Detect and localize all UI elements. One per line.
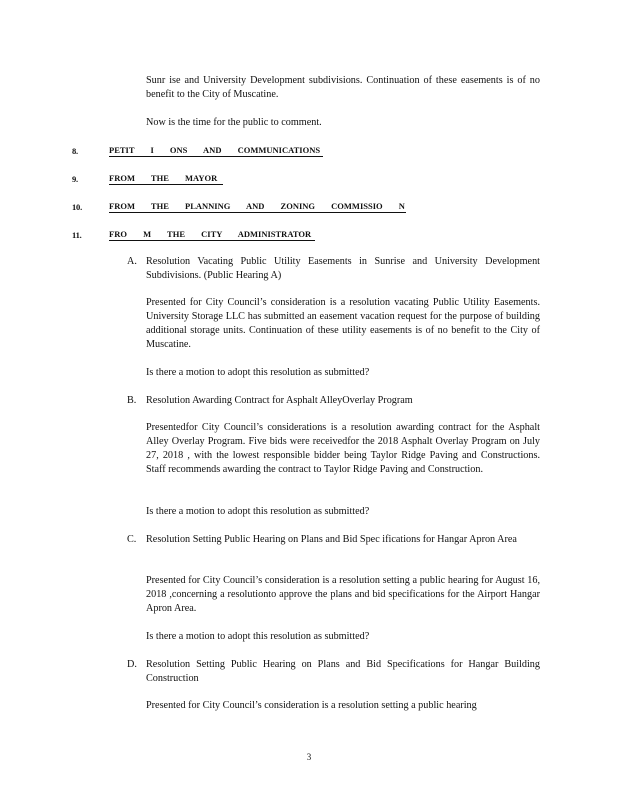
section-number: 9. — [72, 174, 78, 184]
item-c-question: Is there a motion to adopt this resolution as submitted? — [146, 631, 370, 642]
section-heading-mayor: FROM THE MAYOR — [109, 173, 223, 185]
item-letter-d: D. — [127, 659, 137, 670]
item-letter-b: B. — [127, 395, 137, 406]
item-b-title: Resolution Awarding Contract for Asphalt AlleyOverlay Program — [146, 395, 413, 406]
intro-paragraph: Sunr ise and University Development subdivisions. Continuation of these easements is of no benefit to the City of Muscatine. — [146, 75, 540, 100]
item-d-title: Resolution Setting Public Hearing on Plans and Bid Specifications for Hangar Building Construction — [146, 659, 540, 684]
section-number: 10. — [72, 202, 83, 212]
item-a-body: Presented for City Council’s consideration is a resolution vacating Public Utility Easements. University Storage LLC has submitted an easement vacation request for the purpose of building additional storage units. Continuation of these utility easements is of no benefit to the City of Muscatine. — [146, 297, 540, 350]
page-number: 3 — [306, 752, 312, 762]
section-heading-planning: FROM THE PLANNING AND ZONING COMMISSIO N — [109, 201, 405, 211]
item-c-body: Presented for City Council’s consideration is a resolution setting a public hearing for August 16, 2018 ,concerning a resolutionto approve the plans and bid specifications for the Airport Hangar Apron Area. — [146, 575, 540, 614]
item-b-body: Presentedfor City Council’s considerations is a resolution awarding contract for the Asphalt Alley Overlay Program. Five bids were receivedfor the 2018 Asphalt Overlay Program on July 27, 2018 , with the lowest responsible bidder being Taylor Ridge Paving and Constructions. Staff recommends awarding the contract to Taylor Ridge Paving and Construction. — [146, 422, 540, 475]
item-b-question: Is there a motion to adopt this resolution as submitted? — [146, 506, 370, 517]
section-heading-administrator: FRO M THE CITY ADMINISTRATOR — [109, 229, 315, 241]
item-d-body: Presented for City Council’s consideration is a resolution setting a public hearing — [146, 700, 477, 711]
section-number: 8. — [72, 146, 78, 156]
item-c-title: Resolution Setting Public Hearing on Plans and Bid Spec ifications for Hangar Apron Area — [146, 534, 517, 545]
item-a-question: Is there a motion to adopt this resolution as submitted? — [146, 367, 370, 378]
public-comment-line: Now is the time for the public to comment. — [146, 117, 322, 128]
section-number: 11. — [72, 230, 82, 240]
item-letter-a: A. — [127, 256, 137, 267]
item-letter-c: C. — [127, 534, 137, 545]
section-heading-petitions: PETIT I ONS AND COMMUNICATIONS — [109, 145, 323, 157]
item-a-title: Resolution Vacating Public Utility Easements in Sunrise and University Development Subdivisions. (Public Hearing A) — [146, 256, 540, 281]
